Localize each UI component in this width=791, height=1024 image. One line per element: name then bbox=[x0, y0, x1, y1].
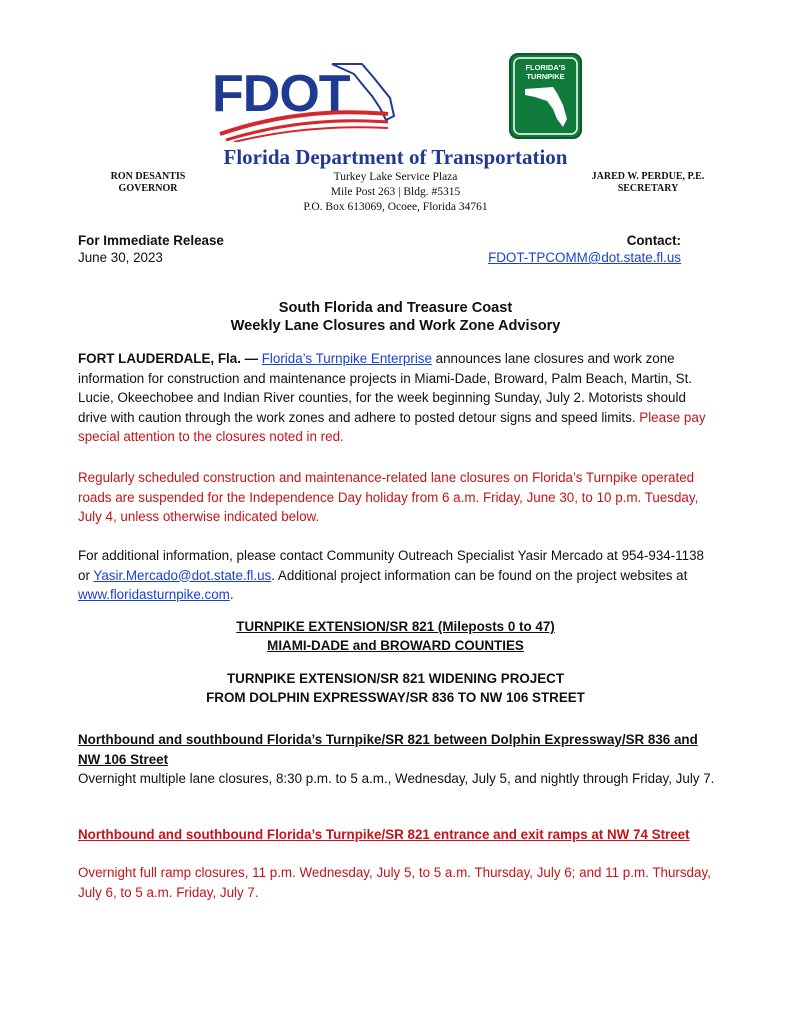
governor-title: GOVERNOR bbox=[118, 183, 178, 194]
turnpike-logo-text: FLORIDA'S TURNPIKE bbox=[525, 63, 566, 81]
secretary-title: SECRETARY bbox=[617, 183, 679, 194]
release-date: June 30, 2023 bbox=[78, 250, 163, 265]
fdot-logo bbox=[212, 58, 402, 142]
mercado-email-link[interactable]: Yasir.Mercado@dot.state.fl.us bbox=[93, 567, 272, 583]
info-text-3: . bbox=[229, 587, 234, 602]
governor-name: RON DESANTIS bbox=[110, 171, 186, 182]
title-line-1: South Florida and Treasure Coast bbox=[278, 300, 513, 316]
address-line-3: P.O. Box 613069, Ocoee, Florida 34761 bbox=[303, 201, 488, 213]
secretary-block bbox=[583, 171, 713, 195]
website-link[interactable]: www.floridasturnpike.com bbox=[78, 587, 230, 602]
release-label: For Immediate Release bbox=[78, 233, 224, 248]
section-heading bbox=[0, 617, 791, 655]
closure-item-heading: Northbound and southbound Florida’s Turnpike/SR 821 entrance and exit ramps at NW 74 Street bbox=[78, 827, 690, 842]
address-line-2: Mile Post 263 | Bldg. #5315 bbox=[330, 186, 461, 198]
project-line-1: TURNPIKE EXTENSION/SR 821 WIDENING PROJECT bbox=[226, 671, 565, 686]
document-title bbox=[0, 299, 791, 335]
section-line-2: MIAMI-DADE and BROWARD COUNTIES bbox=[267, 638, 524, 653]
turnpike-logo bbox=[509, 53, 582, 139]
contact-email-link[interactable]: FDOT-TPCOMM@dot.state.fl.us bbox=[488, 250, 681, 265]
intro-paragraph bbox=[78, 349, 718, 447]
project-heading bbox=[0, 669, 791, 707]
dateline: FORT LAUDERDALE, Fla. — bbox=[78, 351, 262, 366]
intro-red-note: Please pay special attention to the closures noted in red. bbox=[78, 409, 706, 444]
info-paragraph bbox=[78, 546, 718, 605]
address-line-1: Turkey Lake Service Plaza bbox=[333, 171, 458, 183]
info-text-2: . Additional project information can be found on the project websites at bbox=[271, 567, 688, 583]
section-line-1: TURNPIKE EXTENSION/SR 821 (Mileposts 0 to 47) bbox=[236, 619, 555, 634]
department-title: Florida Department of Transportation bbox=[223, 145, 568, 169]
fdot-swoosh-icon bbox=[212, 58, 402, 142]
project-line-2: FROM DOLPHIN EXPRESSWAY/SR 836 TO NW 106 STREET bbox=[206, 690, 585, 705]
contact-label: Contact: bbox=[626, 233, 681, 248]
secretary-name: JARED W. PERDUE, P.E. bbox=[591, 171, 705, 182]
turnpike-enterprise-link[interactable]: Florida’s Turnpike Enterprise bbox=[261, 351, 432, 366]
closure-item-detail: Overnight full ramp closures, 11 p.m. Wednesday, July 5, to 5 a.m. Thursday, July 6; and 11 p.m. Thursday, July 6, to 5 a.m. Friday, July 7. bbox=[78, 865, 711, 900]
closure-item-detail: Overnight multiple lane closures, 8:30 p.m. to 5 a.m., Wednesday, July 5, and nightly through Friday, July 7. bbox=[78, 771, 715, 786]
intro-text: announces lane closures and work zone information for construction and maintenance projects in Miami-Dade, Broward, Palm Beach, Martin, St. Lucie, Okeechobee and Indian River counties, for the week beginning Sunday, July 2. Motorists should drive with caution through the work zones and adhere to posted detour signs and speed limits. bbox=[78, 351, 693, 425]
title-line-2: Weekly Lane Closures and Work Zone Advisory bbox=[230, 318, 561, 334]
closure-item-heading: Northbound and southbound Florida’s Turnpike/SR 821 between Dolphin Expressway/SR 836 and NW 106 Street bbox=[78, 732, 698, 767]
info-text-1: For additional information, please contact Community Outreach Specialist Yasir Mercado at 954-934-1138 or bbox=[78, 548, 704, 583]
fdot-logo-text: FDOT bbox=[212, 65, 350, 123]
holiday-notice: Regularly scheduled construction and maintenance-related lane closures on Florida’s Turnpike operated roads are suspended for the Independence Day holiday from 6 a.m. Friday, June 30, to 10 p.m. Tuesday, July 4, unless otherwise indicated below. bbox=[78, 470, 699, 524]
